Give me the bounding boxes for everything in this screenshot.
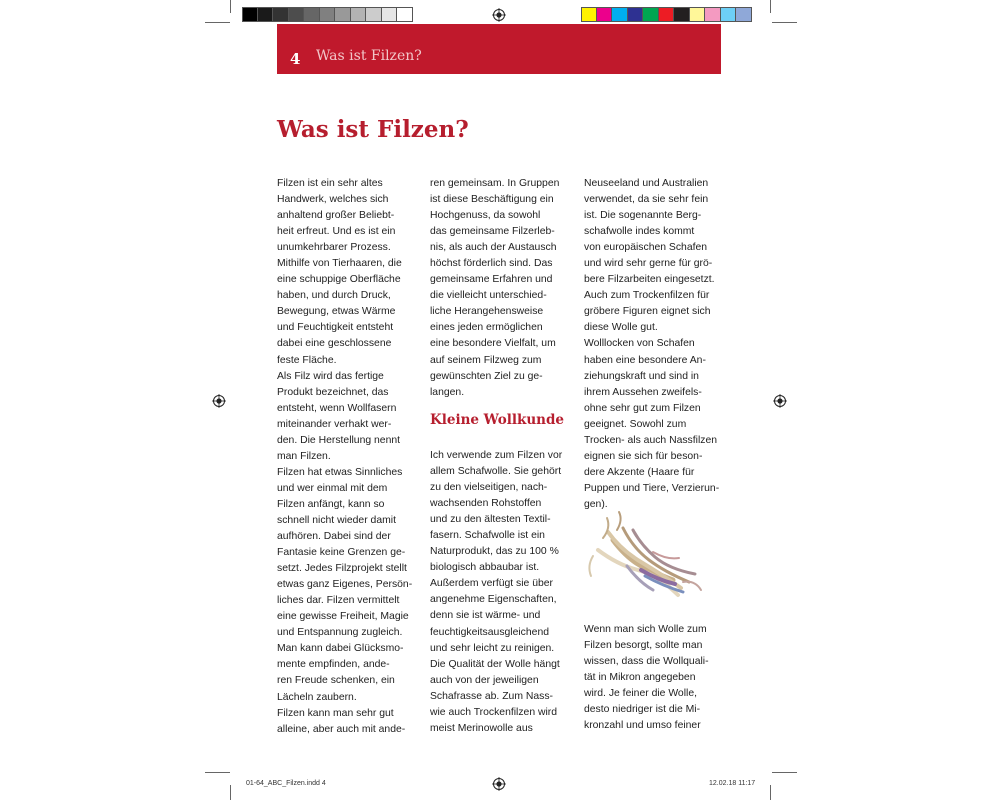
text-line: Filzen hat etwas Sinnliches: [277, 466, 403, 478]
text-line: dere Akzente (Haare für: [584, 466, 695, 478]
text-line: liche Herangehensweise: [430, 306, 544, 318]
process-color-swatch: [643, 7, 659, 22]
text-line: setzt. Jedes Filzprojekt stellt: [277, 563, 407, 575]
registration-mark-icon: [492, 777, 506, 791]
text-line: biologisch abbaubar ist.: [430, 562, 540, 574]
footer-file-info: 01-64_ABC_Filzen.indd 4: [246, 780, 326, 787]
text-line: Neuseeland und Australien: [584, 178, 709, 189]
grayscale-color-bar: [242, 7, 413, 22]
text-line: gröbere Figuren eignet sich: [584, 306, 711, 318]
text-line: Filzen anfängt, kann so: [277, 498, 385, 510]
text-line: meist Merinowolle aus: [430, 722, 533, 734]
footer-timestamp: 12.02.18 11:17: [709, 780, 756, 787]
text-line: gemeinsame Erfahren und: [430, 274, 553, 286]
text-line: Außerdem verfügt sie über: [430, 578, 554, 590]
gray-swatch: [304, 7, 320, 22]
process-color-swatch: [736, 7, 752, 22]
text-line: liches dar. Filzen vermittelt: [277, 595, 400, 607]
gray-swatch: [242, 7, 258, 22]
text-line: Trocken- als auch Nassfilzen: [584, 434, 718, 446]
text-line: haben, und durch Druck,: [277, 290, 391, 302]
text-line: wissen, dass die Wollquali-: [584, 656, 709, 668]
text-line: ren gemeinsam. In Gruppen: [430, 178, 560, 189]
process-color-swatch: [628, 7, 644, 22]
running-header-title: Was ist Filzen?: [316, 48, 422, 64]
text-line: und wird sehr gerne für grö-: [584, 258, 713, 270]
text-line: auch von der jeweiligen: [430, 674, 539, 686]
text-line: den. Die Herstellung nennt: [277, 434, 401, 446]
text-line: unumkehrbarer Prozess.: [277, 242, 391, 254]
gray-swatch: [335, 7, 351, 22]
text-column-3: [584, 176, 734, 513]
page-number: 4: [290, 50, 301, 68]
text-line: diese Wolle gut.: [584, 322, 658, 334]
gray-swatch: [273, 7, 289, 22]
text-line: eine gewisse Freiheit, Magie: [277, 611, 409, 623]
text-line: allem Schafwolle. Sie gehört: [430, 466, 562, 478]
text-line: auf seinem Filzweg zum: [430, 354, 542, 366]
text-line: nis, als auch der Austausch: [430, 242, 557, 254]
text-line: ist. Die sogenannte Berg-: [584, 210, 702, 222]
text-line: Lächeln zaubern.: [277, 691, 357, 703]
text-line: miteinander verhakt wer-: [277, 418, 392, 430]
text-line: mente empfinden, ande-: [277, 659, 390, 671]
text-line: entsteht, wenn Wollfasern: [277, 402, 397, 414]
process-color-swatch: [690, 7, 706, 22]
process-color-swatch: [721, 7, 737, 22]
text-line: Als Filz wird das fertige: [277, 370, 384, 382]
text-line: Die Qualität der Wolle hängt: [430, 658, 560, 670]
text-line: Filzen kann man sehr gut: [277, 707, 394, 719]
text-line: eignen sie sich für beson-: [584, 450, 703, 462]
text-line: Puppen und Tiere, Verzierun-: [584, 482, 720, 494]
text-line: angenehme Eigenschaften,: [430, 594, 557, 606]
text-line: gewünschten Ziel zu ge-: [430, 370, 543, 382]
text-line: schafwolle indes kommt: [584, 226, 695, 238]
text-line: ren Freude schenken, ein: [277, 675, 395, 687]
text-line: Fantasie keine Grenzen ge-: [277, 547, 406, 559]
process-color-swatch: [612, 7, 628, 22]
process-color-bar: [581, 7, 752, 22]
text-line: Filzen ist ein sehr altes: [277, 178, 383, 189]
text-line: feste Fläche.: [277, 354, 337, 366]
text-column-2-continued: [430, 448, 580, 737]
registration-mark-icon: [492, 8, 506, 22]
gray-swatch: [351, 7, 367, 22]
process-color-swatch: [674, 7, 690, 22]
text-line: und Entspannung zugleich.: [277, 627, 403, 639]
text-column-3-continued: [584, 622, 734, 734]
text-line: ohne sehr gut zum Filzen: [584, 402, 701, 414]
text-column-1: [277, 176, 427, 738]
text-line: eines jeden ermöglichen: [430, 322, 543, 334]
text-line: und zu den ältesten Textil-: [430, 514, 551, 526]
process-color-swatch: [705, 7, 721, 22]
text-line: und sehr leicht zu reinigen.: [430, 642, 555, 654]
text-line: bere Filzarbeiten eingesetzt.: [584, 274, 715, 286]
text-line: zu den vielseitigen, nach-: [430, 482, 548, 494]
text-line: etwas ganz Eigenes, Persön-: [277, 579, 413, 591]
text-line: höchst förderlich sind. Das: [430, 258, 553, 270]
gray-swatch: [258, 7, 274, 22]
registration-mark-icon: [212, 394, 226, 408]
text-line: ziehungskraft und sind in: [584, 370, 699, 382]
text-line: gen).: [584, 498, 608, 510]
text-line: und wer einmal mit dem: [277, 482, 388, 494]
text-line: heit erfreut. Und es ist ein: [277, 226, 396, 238]
text-line: Produkt bezeichnet, das: [277, 386, 389, 398]
text-column-2: [430, 176, 580, 401]
text-line: von europäischen Schafen: [584, 242, 708, 254]
text-line: Wenn man sich Wolle zum: [584, 624, 707, 635]
text-line: Ich verwende zum Filzen vor: [430, 450, 563, 461]
text-line: haben eine besondere An-: [584, 354, 706, 366]
text-line: dabei eine geschlossene: [277, 338, 392, 350]
gray-swatch: [320, 7, 336, 22]
text-line: Schafrasse ab. Zum Nass-: [430, 690, 553, 702]
page-title: Was ist Filzen?: [277, 116, 469, 143]
text-line: Man kann dabei Glücksmo-: [277, 643, 404, 655]
gray-swatch: [289, 7, 305, 22]
text-line: langen.: [430, 386, 465, 398]
text-line: das gemeinsame Filzerleb-: [430, 226, 555, 238]
text-line: aufhören. Dabei sind der: [277, 531, 391, 543]
text-line: geeignet. Sowohl zum: [584, 418, 687, 430]
text-line: Bewegung, etwas Wärme: [277, 306, 396, 318]
gray-swatch: [397, 7, 413, 22]
process-color-swatch: [659, 7, 675, 22]
gray-swatch: [382, 7, 398, 22]
text-line: Wolllocken von Schafen: [584, 338, 695, 350]
text-line: tät in Mikron angegeben: [584, 672, 696, 684]
text-line: man Filzen.: [277, 450, 331, 462]
text-line: wachsenden Rohstoffen: [430, 498, 542, 510]
text-line: Auch zum Trockenfilzen für: [584, 290, 710, 302]
text-line: desto niedriger ist die Mi-: [584, 704, 701, 716]
text-line: wie auch Trockenfilzen wird: [430, 706, 558, 718]
wool-locks-photo: [583, 510, 715, 610]
text-line: Handwerk, welches sich: [277, 194, 389, 206]
text-line: ihrem Aussehen zweifels-: [584, 386, 702, 398]
text-line: eine besondere Vielfalt, um: [430, 338, 556, 350]
registration-mark-icon: [773, 394, 787, 408]
text-line: eine schuppige Oberfläche: [277, 274, 401, 286]
text-line: ist diese Beschäftigung ein: [430, 194, 554, 206]
text-line: denn sie ist wärme- und: [430, 610, 541, 622]
text-line: Naturprodukt, das zu 100 %: [430, 546, 559, 558]
text-line: fasern. Schafwolle ist ein: [430, 530, 545, 542]
text-line: wird. Je feiner die Wolle,: [584, 688, 697, 700]
text-line: Mithilfe von Tierhaaren, die: [277, 258, 402, 270]
text-line: kronzahl und umso feiner: [584, 720, 701, 732]
process-color-swatch: [597, 7, 613, 22]
subheading-kleine-wollkunde: Kleine Wollkunde: [430, 412, 565, 428]
text-line: feuchtigkeitsausgleichend: [430, 626, 549, 638]
text-line: anhaltend großer Beliebt-: [277, 210, 395, 222]
text-line: die vielleicht unterschied-: [430, 290, 547, 302]
text-line: verwendet, da sie sehr fein: [584, 194, 709, 206]
text-line: und Feuchtigkeit entsteht: [277, 322, 394, 334]
gray-swatch: [366, 7, 382, 22]
text-line: Filzen besorgt, sollte man: [584, 640, 703, 652]
text-line: alleine, aber auch mit ande-: [277, 723, 406, 735]
text-line: Hochgenuss, da sowohl: [430, 210, 541, 222]
text-line: schnell nicht wieder damit: [277, 514, 396, 526]
process-color-swatch: [581, 7, 597, 22]
